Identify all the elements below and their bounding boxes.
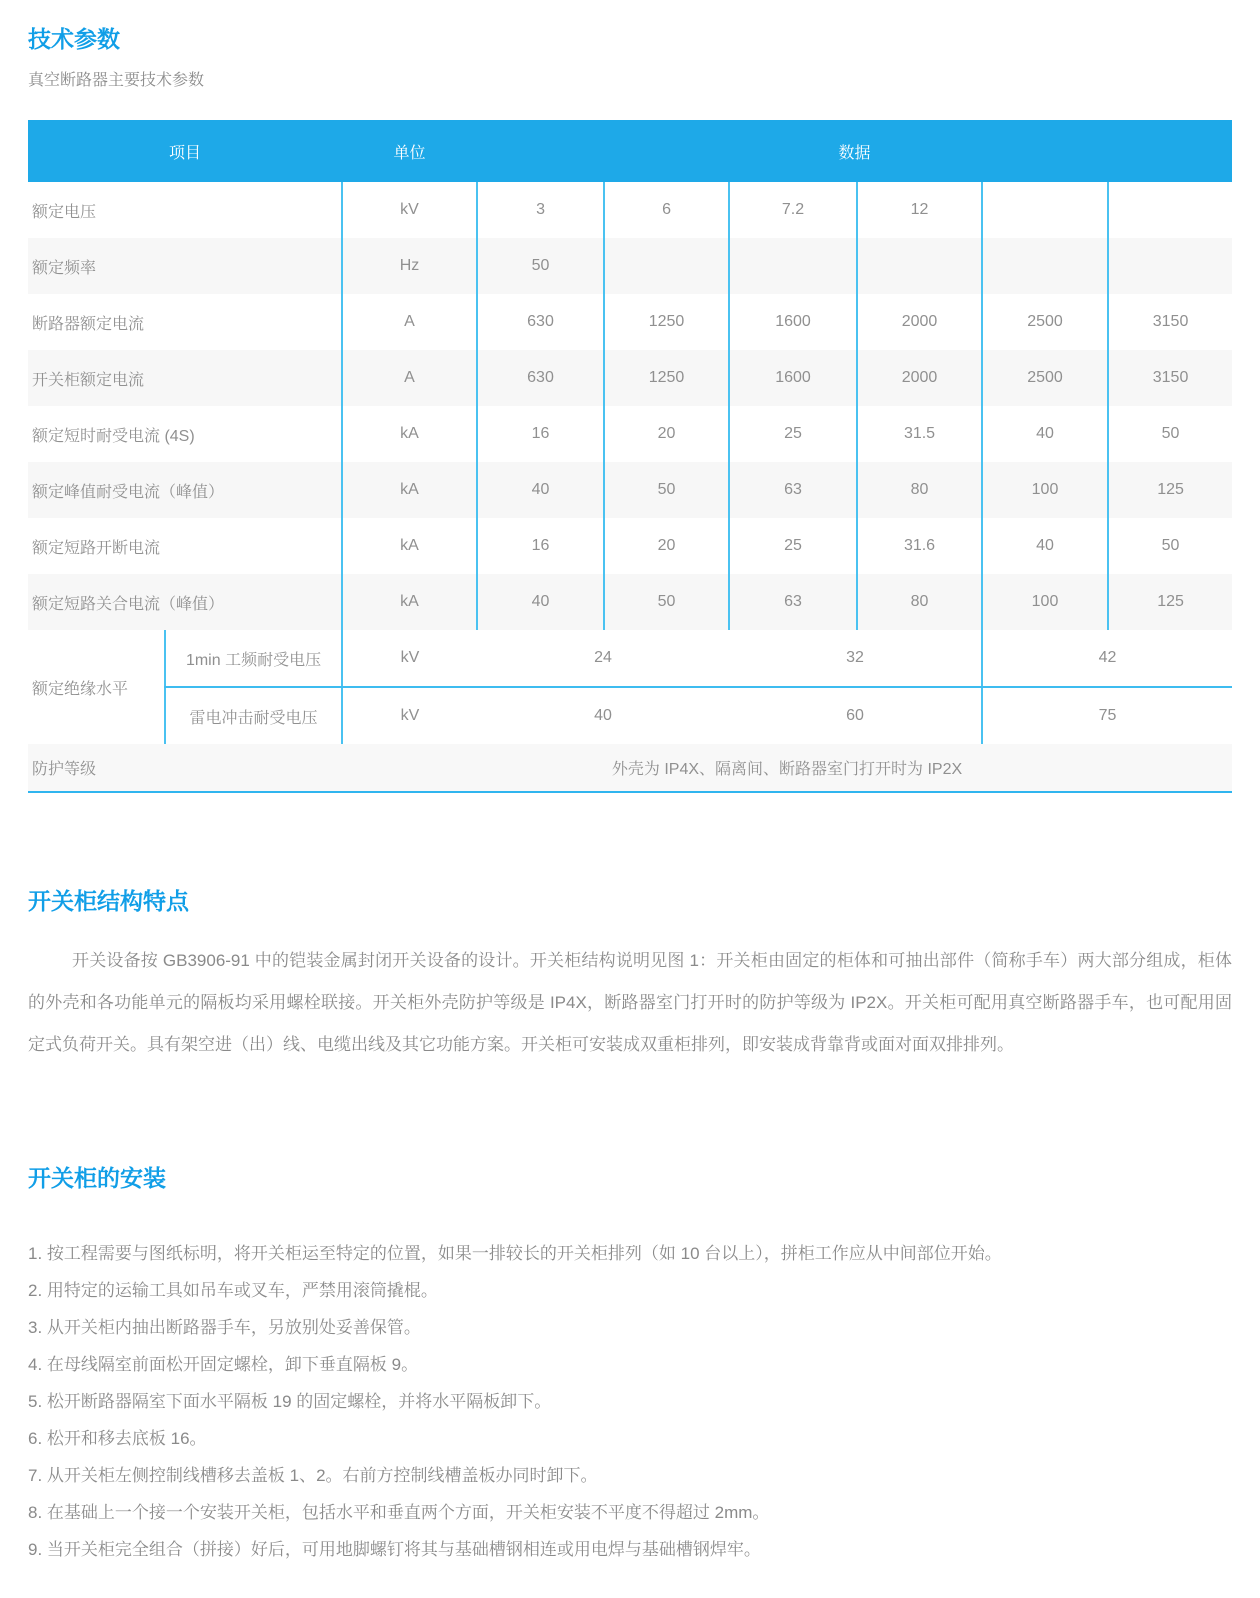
list-item: 8. 在基础上一个接一个安装开关柜，包括水平和垂直两个方面，开关柜安装不平度不得超过 2mm。	[28, 1503, 770, 1522]
cell-value: 7.2	[729, 182, 857, 238]
cell-label: 额定峰值耐受电流（峰值）	[32, 483, 225, 501]
cell-value: 50	[477, 238, 604, 294]
cell-value: 50	[604, 574, 729, 630]
cell-value: 3	[477, 182, 604, 238]
cell-unit: kA	[342, 574, 477, 630]
cell-unit: kA	[342, 406, 477, 462]
table-row-insulation	[28, 687, 1232, 744]
cell-label: 额定电压	[32, 203, 97, 221]
cell-unit: kA	[342, 518, 477, 574]
cell-value: 2000	[857, 350, 982, 406]
section-title-structure: 开关柜结构特点	[28, 888, 189, 914]
cell-value	[604, 238, 729, 294]
cell-value: 40	[477, 462, 604, 518]
cell-unit: kV	[342, 687, 477, 744]
cell-label: 开关柜额定电流	[32, 371, 145, 389]
cell-value: 16	[477, 518, 604, 574]
list-item: 3. 从开关柜内抽出断路器手车，另放别处妥善保管。	[28, 1318, 421, 1337]
cell-value: 40	[477, 574, 604, 630]
cell-value	[729, 238, 857, 294]
cell-label: 额定短时耐受电流 (4S)	[32, 427, 195, 445]
cell-value	[982, 238, 1108, 294]
cell-label: 额定频率	[32, 259, 97, 277]
list-item: 1. 按工程需要与图纸标明，将开关柜运至特定的位置，如果一排较长的开关柜排列（如 10 台以上），拼柜工作应从中间部位开始。	[28, 1244, 1002, 1263]
cell-value	[1108, 182, 1232, 238]
table-row	[28, 574, 1232, 630]
cell-value: 125	[1108, 462, 1232, 518]
cell-value: 40	[982, 406, 1108, 462]
header-data: 数据	[477, 120, 1232, 182]
cell-value: 20	[604, 406, 729, 462]
cell-value: 125	[1108, 574, 1232, 630]
cell-unit: Hz	[342, 238, 477, 294]
cell-value: 100	[982, 462, 1108, 518]
cell-value: 63	[729, 462, 857, 518]
cell-value	[857, 238, 982, 294]
cell-value: 50	[604, 462, 729, 518]
header-item: 项目	[28, 120, 342, 182]
cell-label: 断路器额定电流	[32, 315, 145, 333]
cell-label: 额定短路关合电流（峰值）	[32, 595, 225, 613]
list-item: 7. 从开关柜左侧控制线槽移去盖板 1、2。右前方控制线槽盖板办同时卸下。	[28, 1466, 598, 1485]
cell-value	[982, 182, 1108, 238]
table-header-row	[28, 120, 1232, 182]
cell-value: 1600	[729, 294, 857, 350]
cell-value	[1108, 238, 1232, 294]
installation-steps-list	[28, 1235, 1232, 1568]
cell-value: 630	[477, 350, 604, 406]
cell-value: 80	[857, 462, 982, 518]
table-row	[28, 462, 1232, 518]
cell-value: 100	[982, 574, 1108, 630]
cell-value: 630	[477, 294, 604, 350]
table-row	[28, 182, 1232, 238]
cell-value: 40	[982, 518, 1108, 574]
cell-value: 20	[604, 518, 729, 574]
table-row	[28, 294, 1232, 350]
cell-sublabel: 1min 工频耐受电压	[165, 630, 342, 687]
cell-sublabel: 雷电冲击耐受电压	[165, 687, 342, 744]
cell-value: 31.6	[857, 518, 982, 574]
section-title-installation: 开关柜的安装	[28, 1165, 166, 1191]
structure-paragraph: 开关设备按 GB3906-91 中的铠装金属封闭开关设备的设计。开关柜结构说明见图 1：开关柜由固定的柜体和可抽出部件（简称手车）两大部分组成，柜体的外壳和各功能单元的隔板均采用螺栓联接。开关柜外壳防护等级是 IP4X，断路器室门打开时的防护等级为 IP2X。开关柜可配用真空断路器手车，也可配用固定式负荷开关。具有架空进（出）线、电缆出线及其它功能方案。开关柜可安装成双重柜排列，即安装成背靠背或面对面双排排列。	[28, 951, 1232, 1054]
table-row	[28, 350, 1232, 406]
cell-label: 额定绝缘水平	[32, 680, 129, 698]
list-item: 4. 在母线隔室前面松开固定螺栓，卸下垂直隔板 9。	[28, 1355, 419, 1374]
cell-value: 3150	[1108, 350, 1232, 406]
cell-value: 42	[982, 630, 1232, 687]
cell-value: 60	[846, 707, 864, 724]
cell-label: 额定短路开断电流	[32, 539, 161, 557]
cell-value: 2500	[982, 350, 1108, 406]
list-item: 5. 松开断路器隔室下面水平隔板 19 的固定螺栓，并将水平隔板卸下。	[28, 1392, 552, 1411]
table-row-protection	[28, 744, 1232, 792]
cell-value: 40	[594, 707, 612, 724]
header-unit: 单位	[342, 120, 477, 182]
cell-value: 外壳为 IP4X、隔离间、断路器室门打开时为 IP2X	[342, 744, 1232, 792]
cell-value: 2000	[857, 294, 982, 350]
cell-value: 24	[477, 630, 729, 687]
cell-value: 50	[1108, 518, 1232, 574]
cell-unit: A	[342, 350, 477, 406]
cell-value: 75	[982, 687, 1232, 744]
list-item: 6. 松开和移去底板 16。	[28, 1429, 207, 1448]
cell-value: 25	[729, 406, 857, 462]
cell-value: 63	[729, 574, 857, 630]
cell-value: 50	[1108, 406, 1232, 462]
table-row	[28, 518, 1232, 574]
cell-value: 1600	[729, 350, 857, 406]
cell-value: 16	[477, 406, 604, 462]
cell-label: 防护等级	[28, 744, 342, 792]
table-row-insulation	[28, 630, 1232, 687]
cell-unit: A	[342, 294, 477, 350]
cell-value: 2500	[982, 294, 1108, 350]
cell-value: 12	[857, 182, 982, 238]
page-title: 技术参数	[28, 26, 120, 52]
cell-value: 3150	[1108, 294, 1232, 350]
cell-value: 1250	[604, 294, 729, 350]
list-item: 2. 用特定的运输工具如吊车或叉车，严禁用滚筒撬棍。	[28, 1281, 438, 1300]
cell-value: 31.5	[857, 406, 982, 462]
cell-value: 6	[604, 182, 729, 238]
cell-value: 25	[729, 518, 857, 574]
table-row	[28, 406, 1232, 462]
technical-parameters-table	[28, 120, 1232, 793]
cell-value: 1250	[604, 350, 729, 406]
cell-value: 80	[857, 574, 982, 630]
cell-unit: kV	[342, 182, 477, 238]
cell-unit: kA	[342, 462, 477, 518]
table-caption: 真空断路器主要技术参数	[28, 72, 205, 89]
table-row	[28, 238, 1232, 294]
list-item: 9. 当开关柜完全组合（拼接）好后，可用地脚螺钉将其与基础槽钢相连或用电焊与基础槽钢焊牢。	[28, 1540, 761, 1559]
cell-unit: kV	[342, 630, 477, 687]
cell-value: 32	[729, 630, 982, 687]
